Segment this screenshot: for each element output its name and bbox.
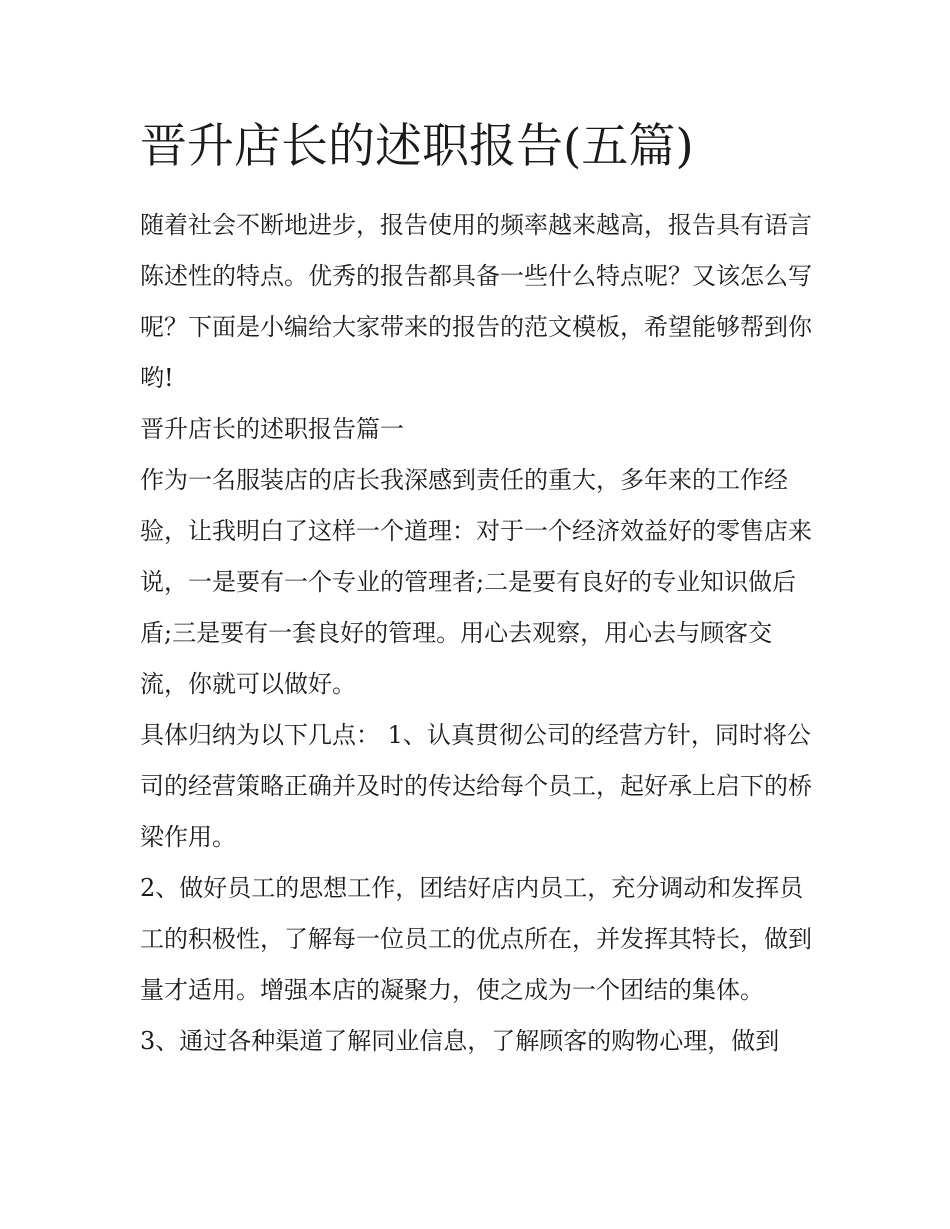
document-page (140, 112, 820, 1067)
body-paragraph: 3、通过各种渠道了解同业信息，了解顾客的购物心理，做到 (140, 1027, 780, 1055)
body-paragraph: 2、做好员工的思想工作，团结好店内员工，充分调动和发挥员工的积极性，了解每一位员工的优点所在，并发挥其特长，做到量才适用。增强本店的凝聚力，使之成为一个团结的集体。 (140, 874, 812, 1004)
intro-paragraph: 随着社会不断地进步，报告使用的频率越来越高，报告具有语言陈述性的特点。优秀的报告都具备一些什么特点呢？又该怎么写呢？下面是小编给大家带来的报告的范文模板，希望能够帮到你哟! (140, 211, 812, 392)
section-heading: 晋升店长的述职报告篇一 (140, 415, 404, 443)
body-paragraph: 作为一名服装店的店长我深感到责任的重大，多年来的工作经验，让我明白了这样一个道理：对于一个经济效益好的零售店来说，一是要有一个专业的管理者;二是要有良好的专业知识做后盾;三是要有一套良好的管理。用心去观察，用心去与顾客交流，你就可以做好。 (140, 466, 812, 698)
document-title: 晋升店长的述职报告(五篇) (140, 119, 694, 174)
body-paragraph: 具体归纳为以下几点： 1、认真贯彻公司的经营方针，同时将公司的经营策略正确并及时的传达给每个员工，起好承上启下的桥梁作用。 (140, 721, 812, 851)
